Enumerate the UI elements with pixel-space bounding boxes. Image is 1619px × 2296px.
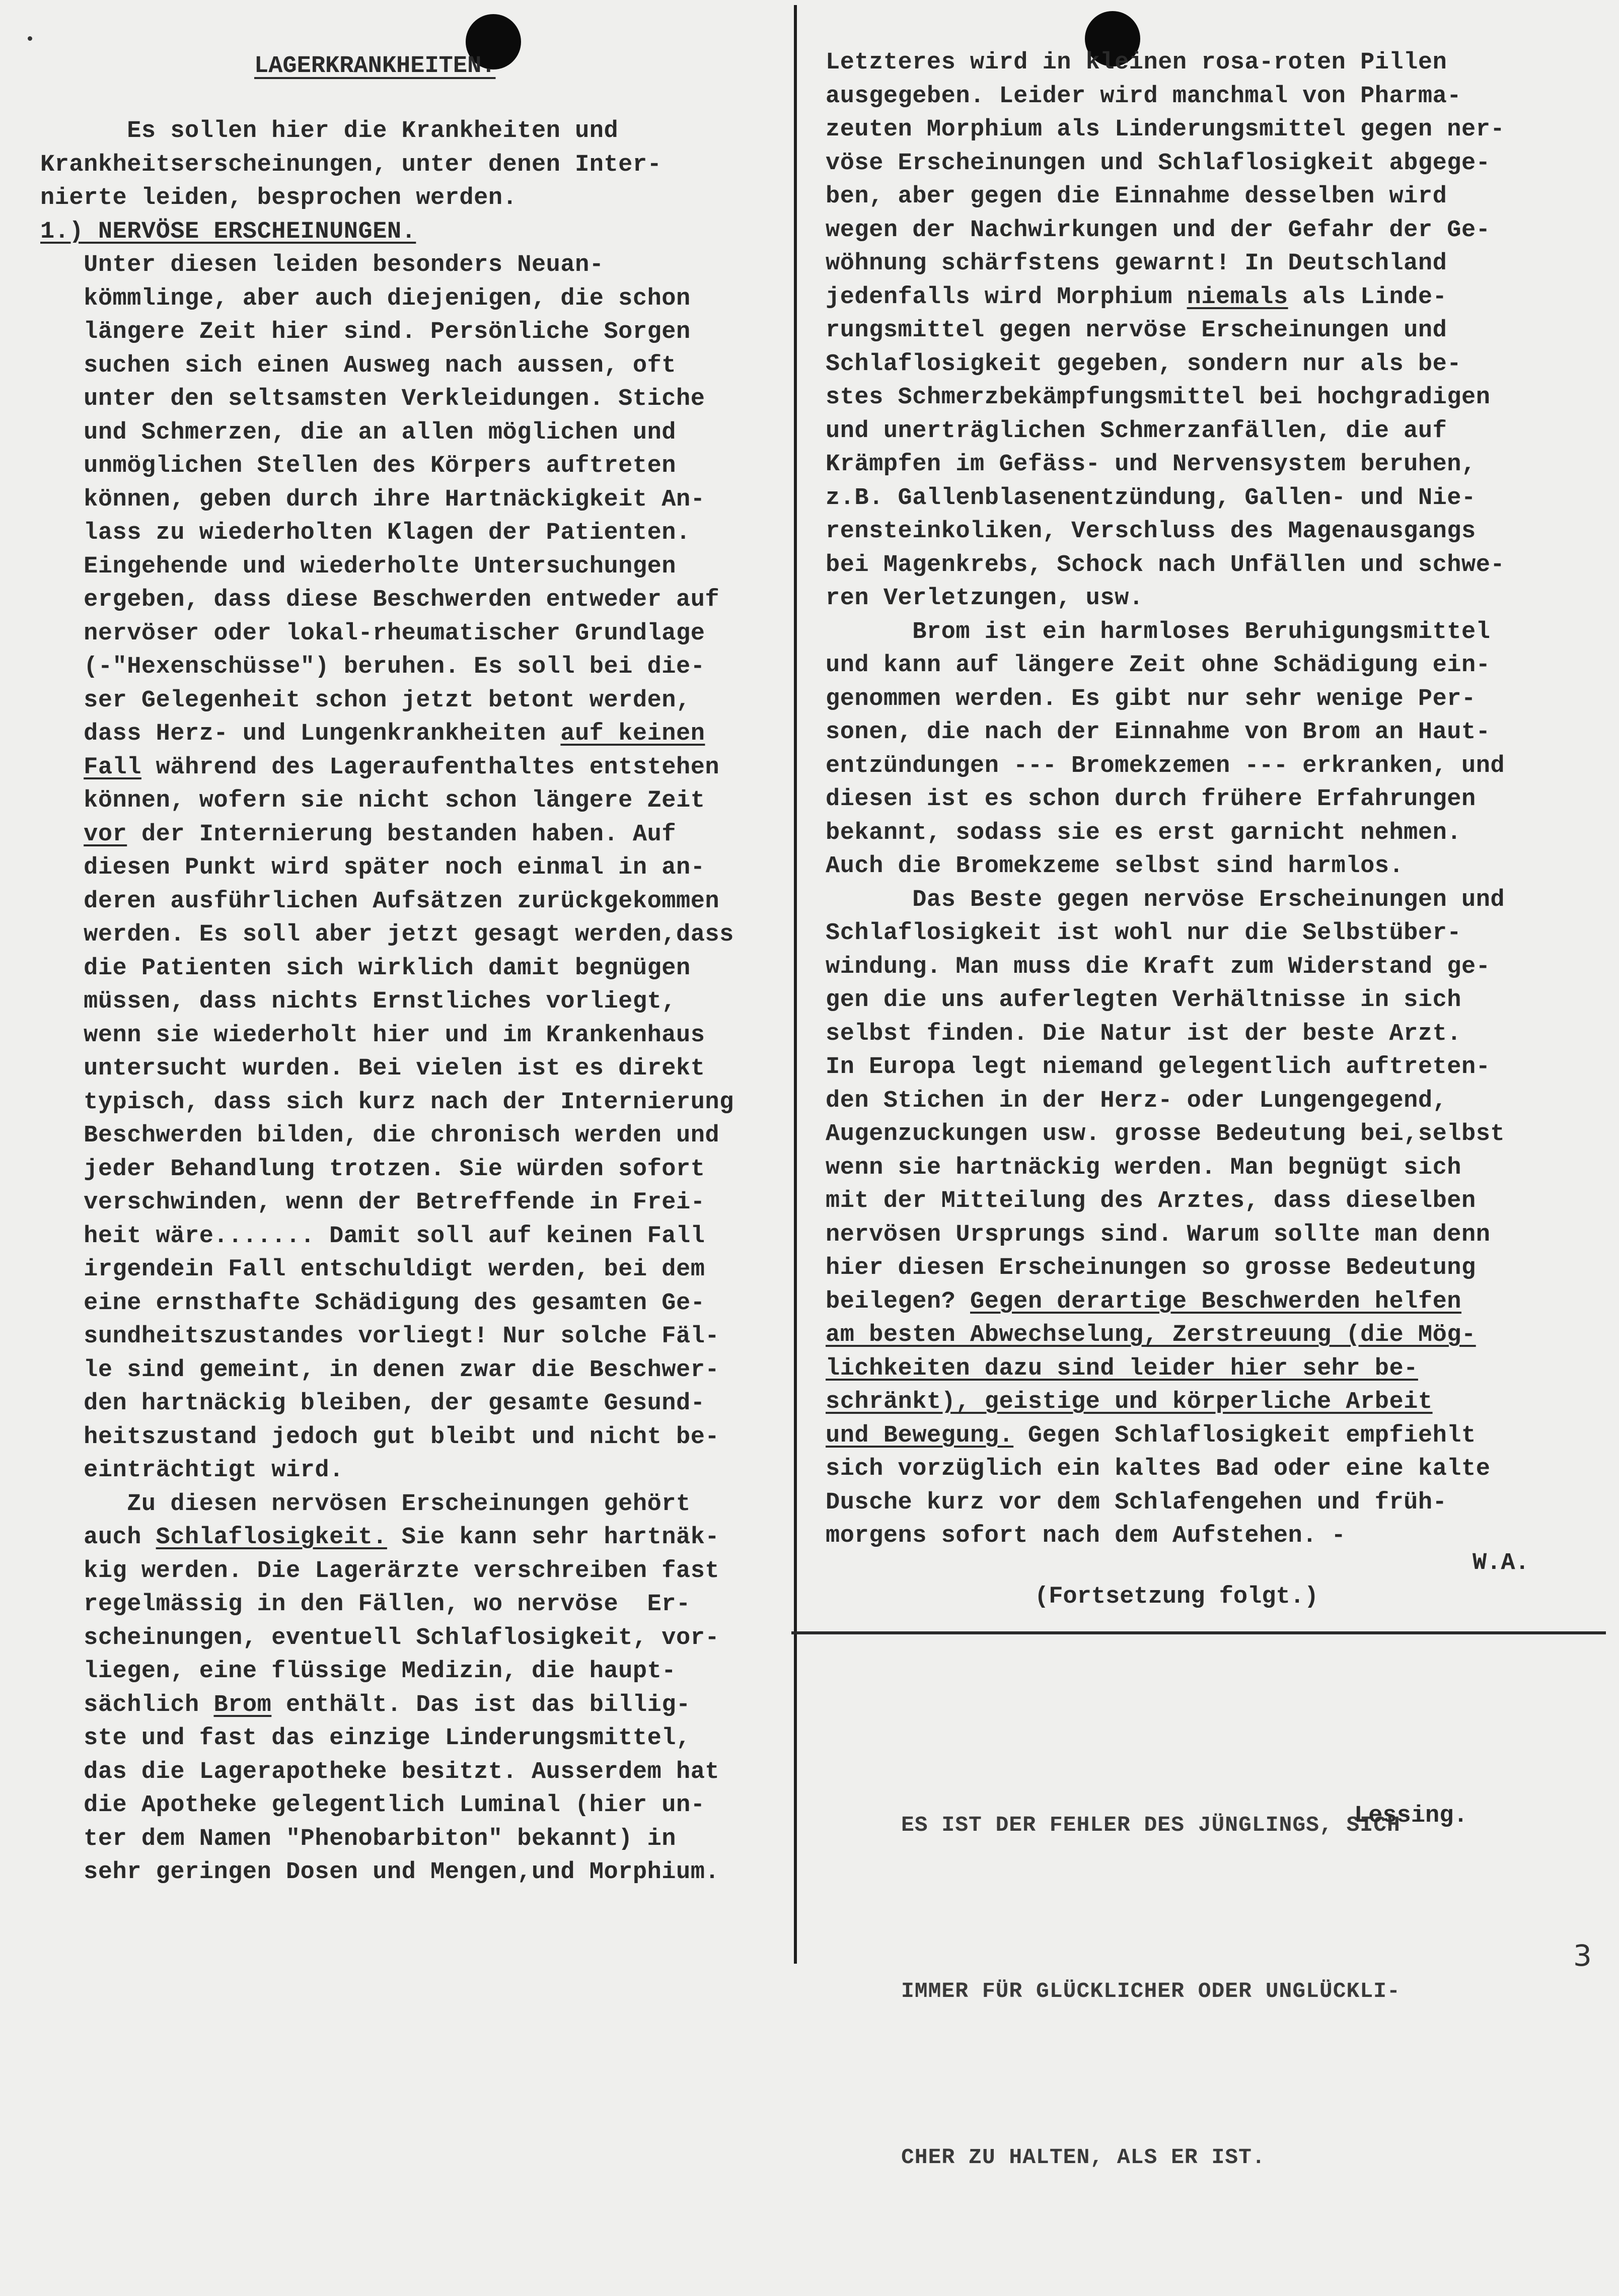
text-span: [40, 821, 84, 848]
text-span: Sie kann sehr hartnäk-: [387, 1524, 720, 1551]
text-line: können, wofern sie nicht schon längere Zeit: [40, 787, 705, 814]
text-line: die Patienten sich wirklich damit begnügen: [40, 955, 691, 982]
text-line: sehr geringen Dosen und Mengen,und Morphium.: [40, 1859, 720, 1886]
quote-block: [901, 1687, 1401, 2296]
section-divider: [791, 1631, 1606, 1634]
text-line: kig werden. Die Lagerärzte verschreiben fast: [40, 1557, 720, 1585]
text-line: sonen, die nach der Einnahme von Brom an Haut-: [826, 719, 1491, 746]
text-line: und kann auf längere Zeit ohne Schädigung ein-: [826, 652, 1491, 679]
text-line: untersucht wurden. Bei vielen ist es direkt: [40, 1055, 705, 1082]
quote-line: ES IST DER FEHLER DES JÜNGLINGS, SICH: [901, 1813, 1401, 1837]
text-line: sundheitszustandes vorliegt! Nur solche Fäl-: [40, 1323, 720, 1350]
text-line: diesen Punkt wird später noch einmal in an-: [40, 854, 705, 881]
text-line: einträchtigt wird.: [40, 1457, 344, 1484]
text-line: kömmlinge, aber auch diejenigen, die schon: [40, 285, 691, 312]
text-span: als Linde-: [1288, 283, 1447, 311]
text-line: entzündungen --- Bromekzemen --- erkranken, und: [826, 752, 1505, 779]
text-line: können, geben durch ihre Hartnäckigkeit An-: [40, 486, 705, 513]
text-line: längere Zeit hier sind. Persönliche Sorgen: [40, 319, 691, 345]
text-line: Es sollen hier die Krankheiten und: [40, 118, 619, 145]
underlined-text: und Bewegung.: [826, 1422, 1014, 1449]
text-line: [40, 751, 734, 785]
text-line: eine ernsthafte Schädigung des gesamten Ge-: [40, 1289, 705, 1317]
text-line: rungsmittel gegen nervöse Erscheinungen und: [826, 317, 1447, 344]
text-line: die Apotheke gelegentlich Luminal (hier un-: [40, 1792, 705, 1819]
underlined-text: 1.) NERVÖSE ERSCHEINUNGEN.: [40, 218, 416, 245]
text-line: sich vorzüglich ein kaltes Bad oder eine kalte: [826, 1456, 1491, 1482]
right-column: [826, 46, 1505, 1553]
text-line: wöhnung schärfstens gewarnt! In Deutschland: [826, 250, 1447, 277]
text-line: Letzteres wird in kleinen rosa-roten Pillen: [826, 49, 1447, 76]
text-line: stes Schmerzbekämpfungsmittel bei hochgradigen: [826, 384, 1491, 411]
underlined-text: schränkt), geistige und körperliche Arbeit: [826, 1389, 1433, 1415]
text-line: wenn sie hartnäckig werden. Man begnügt sich: [826, 1154, 1462, 1181]
text-line: Schlaflosigkeit gegeben, sondern nur als be-: [826, 350, 1462, 378]
text-span: sächlich: [40, 1691, 214, 1718]
text-span: dass Herz- und Lungenkrankheiten: [40, 721, 561, 747]
text-line: unmöglichen Stellen des Körpers auftreten: [40, 453, 677, 479]
text-line: und Schmerzen, die an allen möglichen und: [40, 419, 677, 446]
text-line: ausgegeben. Leider wird manchmal von Pharma-: [826, 83, 1462, 110]
text-line: müssen, dass nichts Ernstliches vorliegt,: [40, 988, 677, 1015]
text-span: der Internierung bestanden haben. Auf: [127, 821, 677, 848]
author-initials: W.A.: [1473, 1550, 1529, 1576]
text-line: ste und fast das einzige Linderungsmittel,: [40, 1725, 691, 1752]
text-line: deren ausführlichen Aufsätzen zurückgekommen: [40, 888, 720, 915]
text-line: den hartnäckig bleiben, der gesamte Gesund-: [40, 1390, 705, 1417]
quote-author: Lessing.: [1354, 1803, 1468, 1829]
text-line: [40, 216, 734, 249]
underlined-text: Gegen derartige Beschwerden helfen: [970, 1288, 1462, 1315]
text-line: mit der Mitteilung des Arztes, dass dieselben: [826, 1188, 1476, 1214]
text-line: verschwinden, wenn der Betreffende in Frei-: [40, 1189, 705, 1216]
text-line: heit wäre....... Damit soll auf keinen Fall: [40, 1223, 705, 1250]
text-line: Eingehende und wiederholte Untersuchungen: [40, 553, 677, 580]
text-line: Unter diesen leiden besonders Neuan-: [40, 252, 604, 278]
text-line: ergeben, dass diese Beschwerden entweder auf: [40, 587, 720, 613]
text-line: Augenzuckungen usw. grosse Bedeutung bei,selbst: [826, 1121, 1505, 1147]
text-line: liegen, eine flüssige Medizin, die haupt-: [40, 1658, 677, 1685]
text-line: diesen ist es schon durch frühere Erfahrungen: [826, 786, 1476, 813]
text-line: irgendein Fall entschuldigt werden, bei dem: [40, 1256, 705, 1283]
text-line: zeuten Morphium als Linderungsmittel gegen ner-: [826, 116, 1505, 143]
text-line: [826, 1386, 1505, 1419]
text-line: [826, 1285, 1505, 1319]
underlined-text: Fall: [84, 754, 141, 781]
text-line: windung. Man muss die Kraft zum Widerstand ge-: [826, 953, 1491, 980]
article-title: LAGERKRANKHEITEN.: [254, 53, 496, 80]
text-line: rensteinkoliken, Verschluss des Magenausgangs: [826, 518, 1476, 545]
text-line: gen die uns auferlegten Verhältnisse in sich: [826, 987, 1462, 1014]
text-line: und unerträglichen Schmerzanfällen, die auf: [826, 417, 1447, 445]
text-line: In Europa legt niemand gelegentlich auftreten-: [826, 1054, 1491, 1081]
text-line: z.B. Gallenblasenentzündung, Gallen- und Nie-: [826, 484, 1476, 512]
text-span: auch: [40, 1524, 156, 1551]
text-line: bekannt, sodass sie es erst garnicht nehmen.: [826, 819, 1462, 846]
text-line: ren Verletzungen, usw.: [826, 585, 1144, 612]
text-line: [826, 1319, 1505, 1352]
underlined-text: Schlaflosigkeit.: [156, 1524, 387, 1551]
text-line: [40, 1689, 734, 1723]
underlined-text: vor: [84, 821, 127, 848]
text-line: Dusche kurz vor dem Schlafengehen und früh-: [826, 1489, 1447, 1516]
text-line: [826, 1352, 1505, 1386]
underlined-text: Brom: [213, 1691, 272, 1718]
text-line: lass zu wiederholten Klagen der Patienten.: [40, 520, 691, 546]
text-line: selbst finden. Die Natur ist der beste Arzt.: [826, 1020, 1462, 1047]
underlined-text: am besten Abwechselung, Zerstreuung (die Mög-: [826, 1322, 1476, 1348]
text-line: [40, 718, 734, 751]
text-span: jedenfalls wird Morphium: [826, 283, 1187, 311]
text-line: nervöser oder lokal-rheumatischer Grundlage: [40, 620, 705, 647]
text-line: ser Gelegenheit schon jetzt betont werden,: [40, 687, 691, 714]
text-line: ter dem Namen "Phenobarbiton" bekannt) in: [40, 1825, 677, 1852]
text-span: beilegen?: [826, 1288, 971, 1315]
left-column: [40, 115, 734, 1890]
text-span: Gegen Schlaflosigkeit empfiehlt: [1013, 1422, 1476, 1449]
text-line: ben, aber gegen die Einnahme desselben wird: [826, 183, 1447, 210]
text-line: bei Magenkrebs, Schock nach Unfällen und schwe-: [826, 551, 1505, 579]
continuation-note: (Fortsetzung folgt.): [1035, 1584, 1319, 1610]
underlined-text: niemals: [1187, 283, 1288, 311]
text-line: Krankheitserscheinungen, unter denen Inter-: [40, 151, 662, 178]
text-line: unter den seltsamsten Verkleidungen. Stiche: [40, 386, 705, 412]
text-line: Krämpfen im Gefäss- und Nervensystem beruhen,: [826, 451, 1476, 478]
ink-speck: [28, 36, 32, 41]
text-line: jeder Behandlung trotzen. Sie würden sofort: [40, 1156, 705, 1183]
text-line: suchen sich einen Ausweg nach aussen, oft: [40, 352, 677, 379]
text-line: nervösen Ursprungs sind. Warum sollte man denn: [826, 1221, 1491, 1248]
text-line: typisch, dass sich kurz nach der Internierung: [40, 1089, 734, 1116]
text-line: Beschwerden bilden, die chronisch werden und: [40, 1122, 720, 1149]
column-divider: [794, 5, 797, 1964]
text-line: das die Lagerapotheke besitzt. Ausserdem hat: [40, 1758, 720, 1785]
text-span: [40, 754, 84, 781]
text-line: vöse Erscheinungen und Schlaflosigkeit abgege-: [826, 150, 1491, 177]
text-line: [40, 1521, 734, 1555]
quote-line: IMMER FÜR GLÜCKLICHER ODER UNGLÜCKLI-: [901, 1979, 1401, 2003]
page-number: 3: [1573, 1939, 1592, 1973]
text-line: [40, 818, 734, 852]
quote-line: CHER ZU HALTEN, ALS ER IST.: [901, 2145, 1266, 2170]
text-span: während des Lageraufenthaltes entstehen: [141, 754, 720, 781]
text-line: Brom ist ein harmloses Beruhigungsmittel: [826, 618, 1491, 645]
text-span: enthält. Das ist das billig-: [271, 1691, 691, 1718]
text-line: werden. Es soll aber jetzt gesagt werden,dass: [40, 921, 734, 948]
underlined-text: lichkeiten dazu sind leider hier sehr be-: [826, 1355, 1418, 1382]
text-line: (-"Hexenschüsse") beruhen. Es soll bei die-: [40, 654, 705, 680]
text-line: scheinungen, eventuell Schlaflosigkeit, vor-: [40, 1624, 720, 1652]
text-line: wenn sie wiederholt hier und im Krankenhaus: [40, 1022, 705, 1049]
text-line: [826, 281, 1505, 315]
text-line: morgens sofort nach dem Aufstehen. -: [826, 1523, 1346, 1549]
text-line: regelmässig in den Fällen, wo nervöse Er-: [40, 1591, 691, 1618]
text-line: hier diesen Erscheinungen so grosse Bedeutung: [826, 1255, 1476, 1281]
underlined-text: auf keinen: [560, 721, 705, 747]
text-line: Auch die Bromekzeme selbst sind harmlos.: [826, 853, 1404, 880]
text-line: genommen werden. Es gibt nur sehr wenige Per-: [826, 685, 1476, 712]
text-line: den Stichen in der Herz- oder Lungengegend,: [826, 1087, 1447, 1114]
text-line: heitszustand jedoch gut bleibt und nicht be-: [40, 1423, 720, 1451]
text-line: le sind gemeint, in denen zwar die Beschwer-: [40, 1356, 720, 1384]
text-line: wegen der Nachwirkungen und der Gefahr der Ge-: [826, 217, 1491, 244]
text-line: Das Beste gegen nervöse Erscheinungen und: [826, 886, 1505, 913]
text-line: Zu diesen nervösen Erscheinungen gehört: [40, 1490, 691, 1518]
text-line: Schlaflosigkeit ist wohl nur die Selbstüber-: [826, 920, 1462, 947]
text-line: [826, 1419, 1505, 1453]
text-line: nierte leiden, besprochen werden.: [40, 185, 518, 211]
